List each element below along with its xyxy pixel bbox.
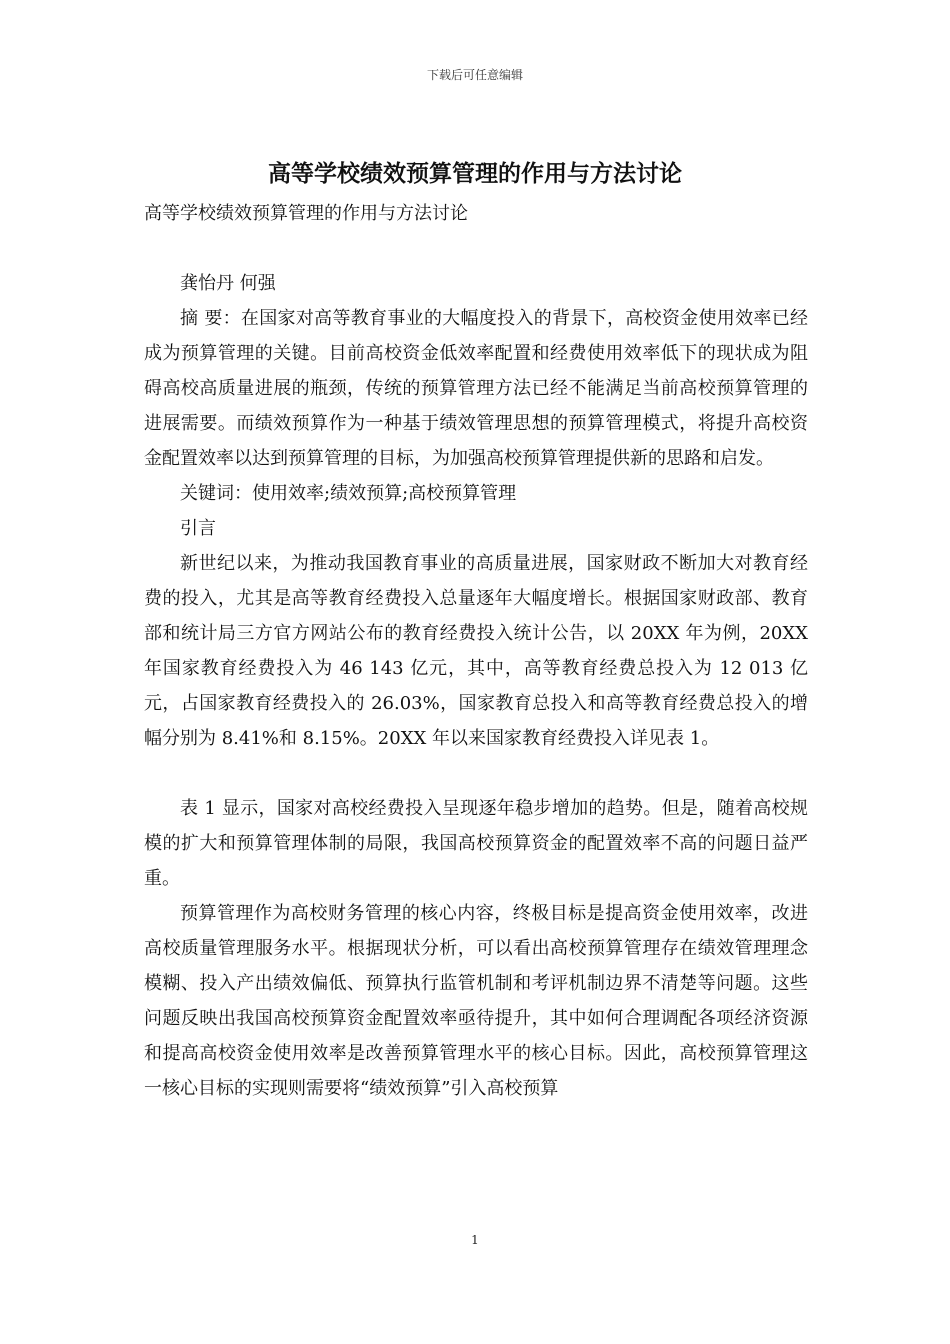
document-subtitle: 高等学校绩效预算管理的作用与方法讨论 [144, 203, 468, 224]
blank-line [144, 231, 808, 266]
page-number: 1 [471, 1233, 479, 1247]
table-placeholder-gap [144, 756, 808, 791]
document-authors: 龚怡丹 何强 [180, 273, 276, 294]
document-title: 高等学校绩效预算管理的作用与方法讨论 [268, 160, 682, 187]
document-body [144, 196, 808, 1106]
header-note: 下载后可任意编辑 [426, 68, 523, 82]
body-paragraph-1: 新世纪以来，为推动我国教育事业的高质量进展，国家财政不断加大对教育经费的投入，尤其是高等教育经费投入总量逐年大幅度增长。根据国家财政部、教育部和统计局三方官方网站公布的教育经费投入统计公告，以 20XX 年为例，20XX 年国家教育经费投入为 46 143 亿元，其中，高等教育经费总投入为 12 013 亿元，占国家教育经费投入的 26.03%，国家教育总投入和高等教育经费总投入的增幅分别为 8.41%和 8.15%。20XX 年以来国家教育经费投入详见表 1。 [144, 553, 808, 749]
abstract-paragraph: 摘 要：在国家对高等教育事业的大幅度投入的背景下，高校资金使用效率已经成为预算管理的关键。目前高校资金低效率配置和经费使用效率低下的现状成为阻碍高校高质量进展的瓶颈，传统的预算管理方法已经不能满足当前高校预算管理的进展需要。而绩效预算作为一种基于绩效管理思想的预算管理模式，将提升高校资金配置效率以达到预算管理的目标，为加强高校预算管理提供新的思路和启发。 [144, 308, 808, 469]
intro-heading: 引言 [180, 518, 216, 539]
body-paragraph-3: 预算管理作为高校财务管理的核心内容，终极目标是提高资金使用效率，改进高校质量管理服务水平。根据现状分析，可以看出高校预算管理存在绩效管理理念模糊、投入产出绩效偏低、预算执行监管机制和考评机制边界不清楚等问题。这些问题反映出我国高校预算资金配置效率亟待提升，其中如何合理调配各项经济资源和提高高校资金使用效率是改善预算管理水平的核心目标。因此，高校预算管理这一核心目标的实现则需要将“绩效预算”引入高校预算 [144, 903, 808, 1099]
keywords-line: 关键词：使用效率;绩效预算;高校预算管理 [180, 483, 517, 504]
body-paragraph-2: 表 1 显示，国家对高校经费投入呈现逐年稳步增加的趋势。但是，随着高校规模的扩大和预算管理体制的局限，我国高校预算资金的配置效率不高的问题日益严重。 [144, 798, 808, 889]
